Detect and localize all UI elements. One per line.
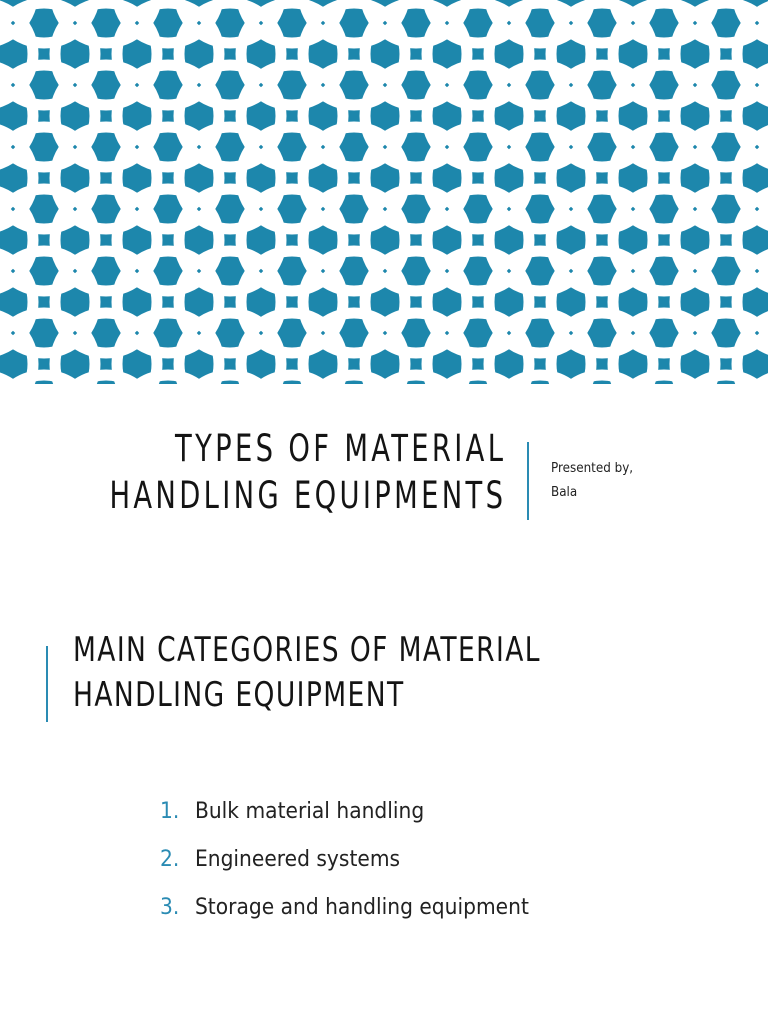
presentation-title (109, 425, 506, 519)
list-number: 2. (160, 847, 180, 872)
content-slide (0, 570, 768, 1024)
decorative-circle-pattern-banner (0, 0, 768, 384)
title-line-1: TYPES OF MATERIAL (174, 427, 506, 470)
heading-line-2: HANDLING EQUIPMENT (73, 675, 405, 715)
list-text: Bulk material handling (194, 799, 425, 824)
list-number: 3. (160, 895, 180, 920)
list-text: Storage and handling equipment (194, 895, 529, 920)
slide-heading (73, 628, 541, 718)
presenter-info (551, 457, 633, 505)
heading-line-1: MAIN CATEGORIES OF MATERIAL (73, 630, 541, 670)
presenter-name: Bala (551, 485, 578, 500)
title-divider-bar (527, 442, 529, 520)
list-item (160, 788, 529, 836)
presenter-label: Presented by, (551, 461, 634, 476)
title-line-2: HANDLING EQUIPMENTS (109, 474, 506, 517)
list-number: 1. (160, 799, 180, 824)
list-text: Engineered systems (194, 847, 401, 872)
list-item (160, 836, 529, 884)
categories-list (160, 788, 561, 932)
heading-accent-bar (46, 646, 48, 722)
list-item (160, 884, 529, 932)
